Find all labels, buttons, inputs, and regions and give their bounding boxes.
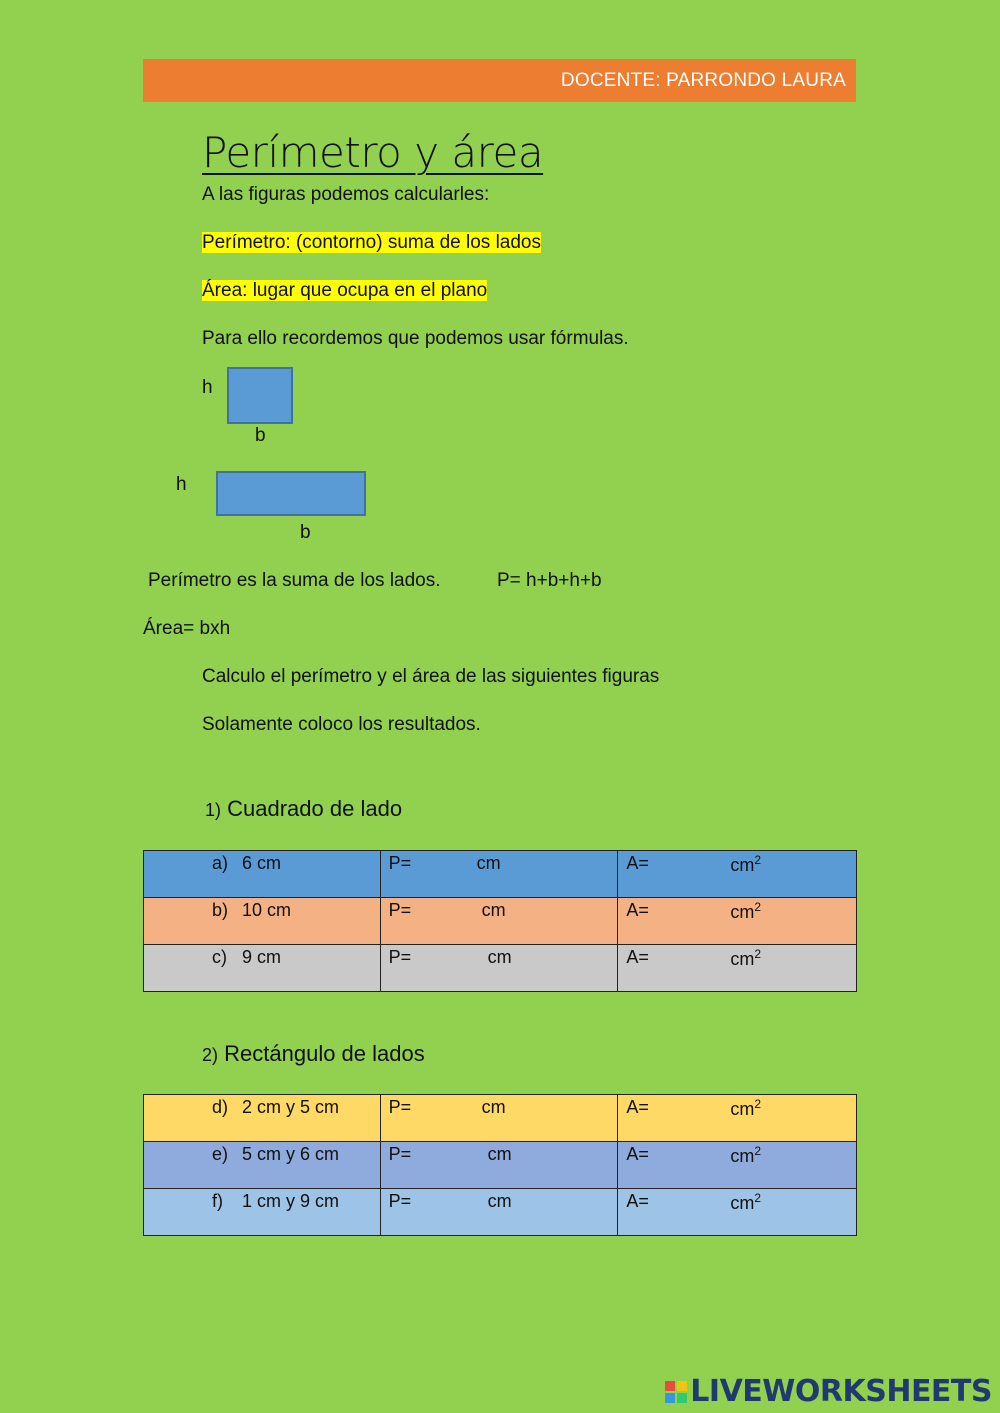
table-rectangle	[143, 1094, 857, 1236]
perimeter-unit: cm	[487, 1191, 512, 1211]
side-value: 10 cm	[242, 900, 292, 920]
side-cell	[144, 1189, 381, 1236]
row-letter: e)	[212, 1144, 229, 1164]
side-cell	[144, 945, 381, 992]
table-row	[144, 1095, 857, 1142]
area-label: A=	[626, 1144, 649, 1164]
rectangle-base-label: b	[300, 522, 311, 543]
perimeter-text: Perímetro es la suma de los lados.	[148, 570, 441, 591]
side-value: 1 cm y 9 cm	[242, 1191, 340, 1211]
perimeter-label: P=	[388, 1191, 412, 1211]
table-square	[143, 850, 857, 992]
logo-text: LIVEWORKSHEETS	[690, 1374, 992, 1409]
area-label: A=	[626, 853, 649, 873]
side-value: 6 cm	[242, 853, 282, 873]
row-letter: f)	[212, 1191, 223, 1211]
perimeter-label: P=	[388, 853, 412, 873]
formulas-intro: Para ello recordemos que podemos usar fórmulas.	[202, 328, 629, 349]
rectangle-height-label: h	[176, 474, 187, 495]
side-cell	[144, 851, 381, 898]
area-formula: Área= bxh	[143, 618, 231, 639]
perimeter-answer-cell[interactable]	[380, 898, 618, 945]
side-cell	[144, 898, 381, 945]
table-row	[144, 945, 857, 992]
perimeter-unit: cm	[476, 853, 501, 873]
perimeter-label: P=	[388, 900, 412, 920]
section-1-number: 1)	[205, 800, 222, 820]
teacher-name: DOCENTE: PARRONDO LAURA	[560, 70, 846, 91]
perimeter-answer-cell[interactable]	[380, 945, 618, 992]
perimeter-label: P=	[388, 947, 412, 967]
liveworksheets-icon	[665, 1381, 687, 1403]
section-2-number: 2)	[202, 1045, 219, 1065]
area-answer-cell[interactable]	[618, 945, 857, 992]
side-value: 9 cm	[242, 947, 282, 967]
perimeter-formula: P= h+b+h+b	[497, 570, 602, 591]
instruction-2: Solamente coloco los resultados.	[202, 714, 481, 735]
area-definition: Área: lugar que ocupa en el plano	[202, 280, 488, 301]
perimeter-unit: cm	[481, 1097, 506, 1117]
area-unit: $cm^2$	[730, 1144, 761, 1166]
table-row	[144, 851, 857, 898]
table-row	[144, 1189, 857, 1236]
area-answer-cell[interactable]	[618, 1189, 857, 1236]
section-2-label: Rectángulo de lados	[224, 1041, 425, 1066]
perimeter-answer-cell[interactable]	[380, 1095, 618, 1142]
perimeter-label: P=	[388, 1144, 412, 1164]
side-value: 2 cm y 5 cm	[242, 1097, 340, 1117]
square-shape	[227, 367, 293, 424]
instruction-1: Calculo el perímetro y el área de las siguientes figuras	[202, 666, 660, 687]
perimeter-unit: cm	[487, 947, 512, 967]
area-unit: $cm^2$	[730, 947, 761, 969]
table-row	[144, 898, 857, 945]
section-1-title	[205, 796, 402, 822]
row-letter: c)	[212, 947, 227, 967]
area-unit: $cm^2$	[730, 1097, 761, 1119]
area-answer-cell[interactable]	[618, 1142, 857, 1189]
area-unit: $cm^2$	[730, 853, 761, 875]
perimeter-answer-cell[interactable]	[380, 851, 618, 898]
side-cell	[144, 1095, 381, 1142]
perimeter-answer-cell[interactable]	[380, 1189, 618, 1236]
area-unit: $cm^2$	[730, 900, 761, 922]
rectangle-shape	[216, 471, 366, 516]
table-row	[144, 1142, 857, 1189]
area-answer-cell[interactable]	[618, 1095, 857, 1142]
area-unit: $cm^2$	[730, 1191, 761, 1213]
square-base-label: b	[255, 425, 266, 446]
side-value: 5 cm y 6 cm	[242, 1144, 340, 1164]
row-letter: a)	[212, 853, 229, 873]
row-letter: b)	[212, 900, 229, 920]
area-label: A=	[626, 947, 649, 967]
area-label: A=	[626, 900, 649, 920]
page-title: Perímetro y área	[202, 128, 544, 177]
row-letter: d)	[212, 1097, 229, 1117]
square-height-label: h	[202, 377, 213, 398]
area-answer-cell[interactable]	[618, 898, 857, 945]
side-cell	[144, 1142, 381, 1189]
header-bar	[143, 59, 856, 102]
area-label: A=	[626, 1097, 649, 1117]
liveworksheets-logo[interactable]	[665, 1374, 992, 1409]
section-2-title	[202, 1041, 425, 1067]
area-label: A=	[626, 1191, 649, 1211]
perimeter-definition: Perímetro: (contorno) suma de los lados	[202, 232, 541, 253]
area-answer-cell[interactable]	[618, 851, 857, 898]
section-1-label: Cuadrado de lado	[227, 796, 403, 821]
perimeter-answer-cell[interactable]	[380, 1142, 618, 1189]
perimeter-unit: cm	[487, 1144, 512, 1164]
intro-text: A las figuras podemos calcularles:	[202, 184, 490, 205]
perimeter-unit: cm	[481, 900, 506, 920]
perimeter-label: P=	[388, 1097, 412, 1117]
